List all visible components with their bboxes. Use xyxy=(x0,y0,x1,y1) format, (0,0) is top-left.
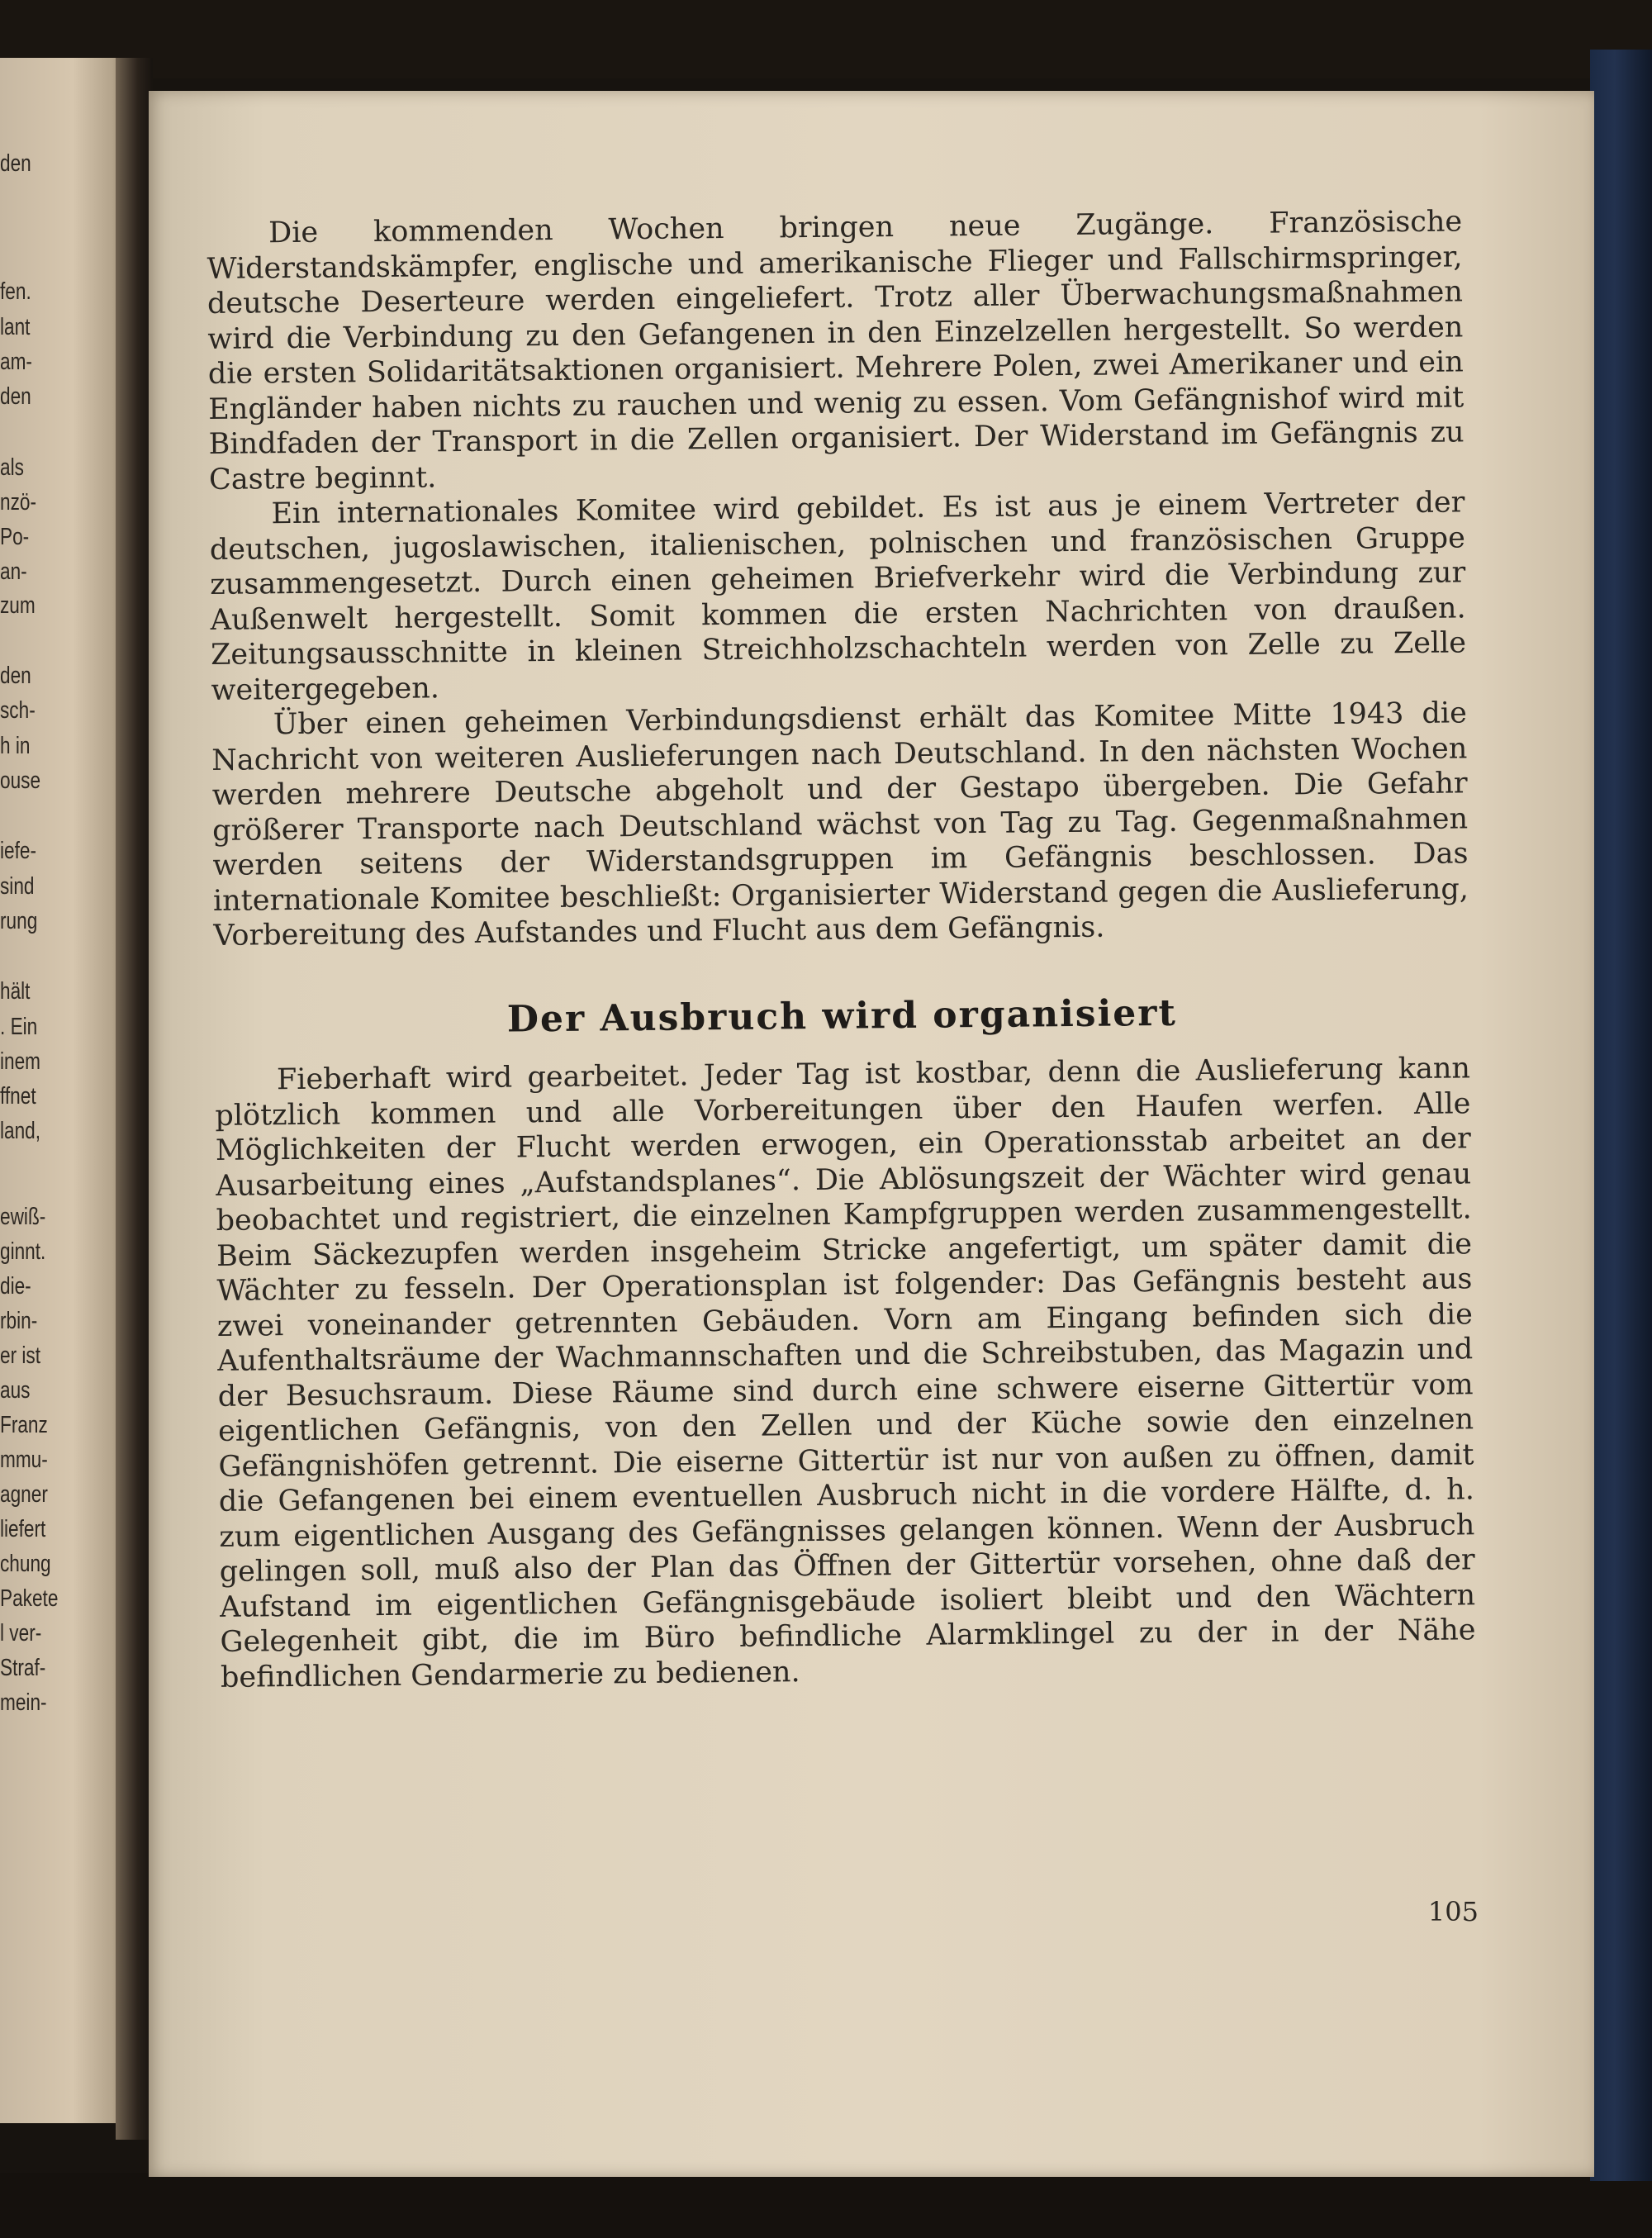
page-number: 105 xyxy=(1427,1896,1479,1927)
book-cover-edge xyxy=(1590,50,1652,2181)
previous-page-line-fragment: ouse xyxy=(0,767,41,794)
previous-page-line-fragment: sind xyxy=(0,873,35,900)
previous-page-line-fragment: er ist xyxy=(0,1342,41,1369)
paragraph-4: Fieberhaft wird gearbeitet. Jeder Tag ist kostbar, denn die Auslieferung kann plötzlich kommen und alle Vorbereitungen über den Haufen werfen. Alle Möglichkeiten der Flucht werden erwogen, ein Operationsstab arbeitet an der Ausarbeitung eines „Aufstandsplanes“. Die Ablösungszeit der Wächter wird genau beobachtet und registriert, die einzelnen Kampfgruppen werden zusammengestellt. Beim Säckezupfen werden insgeheim Stricke angefertigt, um später damit die Wächter zu fesseln. Der Operationsplan ist folgender: Das Gefängnis besteht aus zwei voneinander getrennten Gebäuden. Vorn am Eingang befinden sich die Aufenthaltsräume der Wachmannschaften und die Schreibstuben, das Magazin und der Besuchsraum. Diese Räume sind durch eine schwere eiserne Gittertür vom eigentlichen Gefängnis, von den Zellen und der Küche sowie den einzelnen Gefängnishöfen getrennt. Die eiserne Gittertür ist nur von außen zu öffnen, damit die Gefangenen bei einem eventuellen Ausbruch nicht in die vordere Hälfte, d. h. zum eigentlichen Ausgang des Gefängnisses gelangen können. Wenn der Ausbruch gelingen soll, muß also der Plan das Öffnen der Gittertür vorsehen, ohne daß der Aufstand im eigentlichen Gefängnisgebäude isoliert bleibt und den Wächtern Gelegenheit gibt, die im Büro befindliche Alarmklingel zu der in der Nähe befindlichen Gendarmerie zu bedienen. xyxy=(215,1052,1476,1694)
previous-page-line-fragment: rung xyxy=(0,908,38,934)
book-gutter xyxy=(116,58,153,2140)
previous-page-line-fragment: mein- xyxy=(0,1689,47,1716)
previous-page-line-fragment: an- xyxy=(0,558,27,585)
previous-page-line-fragment: l ver- xyxy=(0,1620,42,1646)
previous-page-line-fragment: land, xyxy=(0,1118,41,1144)
paragraph-1: Die kommenden Wochen bringen neue Zugänge. Französische Widerstandskämpfer, englische und amerikanische Flieger und Fallschirmspringer, deutsche Deserteure werden eingeliefert. Trotz aller Überwachungsmaßnahmen wird die Verbindung zu den Gefangenen in den Einzelzellen hergestellt. So werden die ersten Solidaritätsaktionen organisiert. Mehrere Polen, zwei Amerikaner und ein Engländer haben nichts zu rauchen und wenig zu essen. Vom Gefängnishof wird mit Bindfaden der Transport in die Zellen organisiert. Der Widerstand im Gefängnis zu Castre beginnt. xyxy=(206,205,1464,497)
previous-page-line-fragment: fen. xyxy=(0,278,31,305)
previous-page-line-fragment: mmu- xyxy=(0,1447,48,1473)
previous-page-line-fragment: nzö- xyxy=(0,489,37,516)
previous-page-line-fragment: den xyxy=(0,663,31,689)
previous-page-line-fragment: inem xyxy=(0,1048,41,1075)
previous-page-line-fragment: hält xyxy=(0,978,31,1005)
section-heading: Der Ausbruch wird organisiert xyxy=(506,991,1178,1041)
paragraph-2: Ein internationales Komitee wird gebildet. Es ist aus je einem Vertreter der deutschen, jugoslawischen, italienischen, polnischen und französischen Gruppe zusammengesetzt. Durch einen geheimen Briefverkehr wird die Verbindung zur Außenwelt hergestellt. Somit kommen die ersten Nachrichten von draußen. Zeitungsausschnitte in kleinen Streichholzschachteln werden von Zelle zu Zelle weitergegeben. xyxy=(209,486,1467,707)
background-top xyxy=(0,0,1652,78)
previous-page-line-fragment: aus xyxy=(0,1377,31,1404)
previous-page-line-fragment: ginnt. xyxy=(0,1238,46,1265)
previous-page xyxy=(0,58,132,2123)
previous-page-line-fragment: Franz xyxy=(0,1412,48,1438)
previous-page-line-fragment: Straf- xyxy=(0,1655,46,1681)
previous-page-line-fragment: . Ein xyxy=(0,1014,38,1040)
previous-page-line-fragment: zum xyxy=(0,592,36,619)
previous-page-line-fragment: ffnet xyxy=(0,1083,36,1109)
previous-page-line-fragment: rbin- xyxy=(0,1308,38,1334)
previous-page-line-fragment: am- xyxy=(0,349,32,375)
previous-page-line-fragment: chung xyxy=(0,1551,51,1577)
previous-page-line-fragment: sch- xyxy=(0,697,36,724)
page-105 xyxy=(149,91,1594,2177)
page-body xyxy=(206,204,1476,1695)
previous-page-line-fragment: lant xyxy=(0,314,31,340)
previous-page-line-fragment: ewiß- xyxy=(0,1204,46,1230)
paragraph-3: Über einen geheimen Verbindungsdienst erhält das Komitee Mitte 1943 die Nachricht von weiteren Auslieferungen nach Deutschland. In den nächsten Wochen werden mehrere Deutsche abgeholt und der Gestapo übergeben. Die Gefahr größerer Transporte nach Deutschland wächst von Tag zu Tag. Gegenmaßnahmen werden seitens der Widerstandsgruppen im Gefängnis beschlossen. Das internationale Komitee beschließt: Organisierter Widerstand gegen die Auslieferung, Vorbereitung des Aufstandes und Flucht aus dem Gefängnis. xyxy=(211,696,1469,953)
previous-page-line-fragment: agner xyxy=(0,1481,48,1508)
previous-page-line-fragment: den xyxy=(0,150,31,177)
background-bottom xyxy=(0,2173,1652,2238)
previous-page-line-fragment: den xyxy=(0,383,31,410)
previous-page-line-fragment: als xyxy=(0,454,24,481)
previous-page-line-fragment: h in xyxy=(0,733,31,759)
previous-page-line-fragment: Po- xyxy=(0,524,30,550)
previous-page-line-fragment: die- xyxy=(0,1273,31,1300)
previous-page-line-fragment: Pakete xyxy=(0,1585,59,1612)
previous-page-line-fragment: liefert xyxy=(0,1516,46,1542)
previous-page-line-fragment: iefe- xyxy=(0,838,37,864)
